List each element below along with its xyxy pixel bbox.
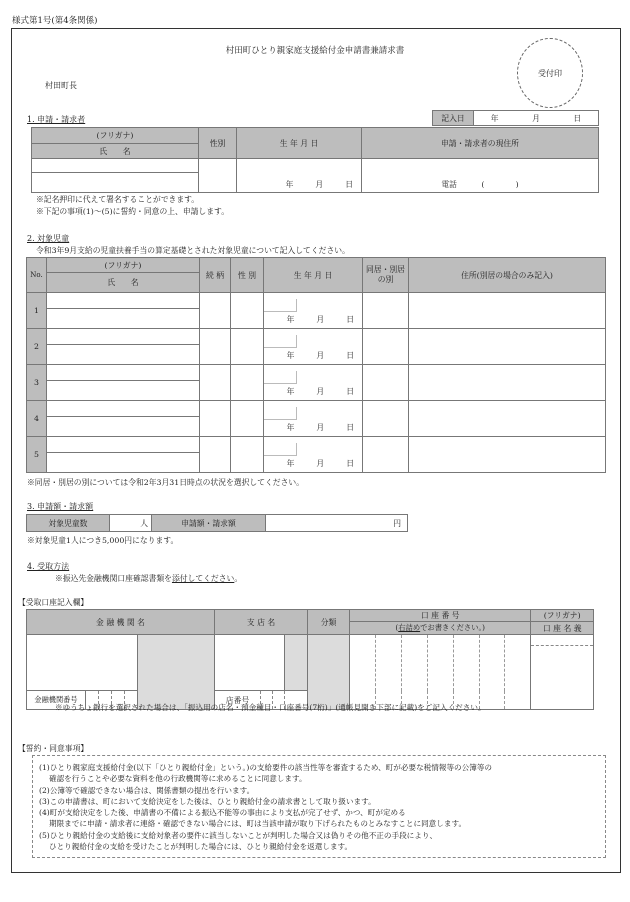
account-table <box>26 609 594 710</box>
month-label: 月 <box>315 180 324 189</box>
account-digit-6[interactable] <box>479 635 505 710</box>
account-digit-4[interactable] <box>427 635 453 710</box>
applicant-table <box>31 127 599 193</box>
child-furigana-input[interactable] <box>47 329 200 345</box>
era-bracket <box>264 299 297 312</box>
col-relation: 続 柄 <box>200 258 231 293</box>
child-address-input[interactable] <box>409 437 606 473</box>
child-row-number: 5 <box>27 437 47 473</box>
child-row <box>27 329 606 345</box>
day-label: 日 <box>346 351 354 360</box>
amount-label: 申請額・請求額 <box>152 515 266 532</box>
amount-unit: 円 <box>393 518 401 528</box>
agreement-line: (4)町が支給決定をした後、申請書の不備による振込不能等の事由により支払が完了せず、かつ、町が定める <box>39 808 406 818</box>
hint-prefix: ( <box>395 623 399 632</box>
type-header: 分類 <box>308 610 350 635</box>
month-label: 月 <box>316 387 325 396</box>
child-row-number: 1 <box>27 293 47 329</box>
year-label: 年 <box>285 180 294 189</box>
child-name-input[interactable] <box>47 381 200 401</box>
child-relation-input[interactable] <box>200 329 231 365</box>
agreement-line: (2)公簿等で確認できない場合は、関係書類の提出を行います。 <box>39 785 255 795</box>
child-row <box>27 401 606 417</box>
name-header: 氏 名 <box>32 144 199 159</box>
child-gender-input[interactable] <box>231 293 264 329</box>
month-label: 月 <box>316 351 325 360</box>
applicant-gender-input[interactable] <box>199 159 237 193</box>
child-address-input[interactable] <box>409 293 606 329</box>
col-gender: 性 別 <box>231 258 264 293</box>
children-unit: 人 <box>140 518 148 528</box>
account-digit-5[interactable] <box>453 635 479 710</box>
day-label: 日 <box>346 315 354 324</box>
col-furigana: (フリガナ) <box>47 258 200 273</box>
branch-code-label: 店番号 <box>215 691 261 710</box>
era-bracket <box>264 407 297 420</box>
agreement-heading: 【誓約・同意事項】 <box>18 744 89 753</box>
child-furigana-input[interactable] <box>47 401 200 417</box>
child-birthdate-input[interactable] <box>264 401 363 437</box>
branch-name-input[interactable] <box>215 635 285 691</box>
account-note: ※ゆうちょ銀行を選択された場合は、「振込用の店名・預金種目・口座番号(7桁)」(通帳見開き下部に記載)をご記入ください。 <box>55 703 486 712</box>
birthdate-header: 生 年 月 日 <box>237 128 362 159</box>
section2-heading: 2. 対象児童 <box>27 234 70 243</box>
child-name-input[interactable] <box>47 417 200 437</box>
child-address-input[interactable] <box>409 401 606 437</box>
bank-name-header: 金 融 機 関 名 <box>27 610 215 635</box>
agreement-box <box>32 755 606 858</box>
section1-note-2: ※下記の事項(1)～(5)に誓約・同意の上、申請します。 <box>36 207 229 216</box>
section2-description: 令和3年9月支給の児童扶養手当の算定基礎とされた対象児童について記入してください。 <box>36 246 350 255</box>
year-label: 年 <box>286 387 295 396</box>
child-furigana-input[interactable] <box>47 437 200 453</box>
bank-name-input[interactable] <box>27 635 138 691</box>
month-label: 月 <box>316 315 325 324</box>
year-label: 年 <box>286 423 295 432</box>
children-count-label: 対象児童数 <box>27 515 110 532</box>
child-name-input[interactable] <box>47 309 200 329</box>
applicant-furigana-input[interactable] <box>32 159 199 173</box>
account-digit-2[interactable] <box>375 635 401 710</box>
child-relation-input[interactable] <box>200 365 231 401</box>
year-label: 年 <box>286 351 295 360</box>
child-address-input[interactable] <box>409 365 606 401</box>
entry-date-label: 記入日 <box>433 111 474 126</box>
amount-table <box>26 514 408 532</box>
child-name-input[interactable] <box>47 345 200 365</box>
section2-note: ※同居・別居の別については令和2年3月31日時点の状況を選択してください。 <box>27 478 304 487</box>
branch-type-area <box>285 635 308 691</box>
holder-input[interactable] <box>531 635 594 710</box>
child-birthdate-input[interactable] <box>264 329 363 365</box>
phone-label: 電話 <box>441 180 457 189</box>
col-birthdate: 生 年 月 日 <box>264 258 363 293</box>
entry-date-table <box>432 110 599 126</box>
section3-heading: 3. 申請額・請求額 <box>27 502 94 511</box>
day-label: 日 <box>346 423 354 432</box>
account-no-hint <box>350 622 531 635</box>
form-title: 村田町ひとり親家庭支援給付金申請書兼請求書 <box>225 46 405 56</box>
year-label: 年 <box>286 459 295 468</box>
form-number: 様式第1号(第4条関係) <box>12 16 98 26</box>
section4-note-underlined: 添付してください <box>171 574 235 583</box>
gender-header: 性別 <box>199 128 237 159</box>
hint-underlined: 右詰め <box>398 623 421 632</box>
stamp-label: 受付印 <box>538 68 562 78</box>
reception-stamp-area <box>517 38 583 108</box>
agreement-line: (5)ひとり親給付金の支給後に支給対象者の要件に該当しないことが判明した場合又は偽りその他不正の手段により、 <box>39 830 438 840</box>
section4-note <box>55 573 242 584</box>
account-digit-3[interactable] <box>401 635 427 710</box>
era-bracket <box>264 371 297 384</box>
child-birthdate-input[interactable] <box>264 365 363 401</box>
children-table <box>26 257 606 473</box>
col-no: No. <box>27 258 47 293</box>
era-bracket <box>264 335 297 348</box>
branch-header: 支 店 名 <box>215 610 308 635</box>
holder-header: 口 座 名 義 <box>531 622 594 635</box>
child-cohabit-input[interactable] <box>363 437 409 473</box>
holder-furigana-header: (フリガナ) <box>531 610 594 622</box>
child-gender-input[interactable] <box>231 401 264 437</box>
col-address: 住所(別居の場合のみ記入) <box>409 258 606 293</box>
child-address-input[interactable] <box>409 329 606 365</box>
hint-suffix: でお書きください。) <box>420 623 486 632</box>
section4-heading: 4. 受取方法 <box>27 562 70 571</box>
child-cohabit-input[interactable] <box>363 293 409 329</box>
day-label: 日 <box>346 387 354 396</box>
agreement-line: 期限までに申請・請求者に連絡・確認できない場合には、町は当該申請が取り下げられたものとみなすことに同意します。 <box>49 819 467 829</box>
section4-note-suffix: 。 <box>234 574 243 583</box>
year-label: 年 <box>490 113 499 123</box>
child-row-number: 3 <box>27 365 47 401</box>
col-cohabit: 同居・別居の別 <box>363 258 409 293</box>
child-gender-input[interactable] <box>231 437 264 473</box>
child-birthdate-input[interactable] <box>264 437 363 473</box>
child-cohabit-input[interactable] <box>363 365 409 401</box>
applicant-birthdate-input[interactable] <box>237 159 362 193</box>
phone-input[interactable]: ( ) <box>481 180 519 189</box>
applicant-address-input[interactable] <box>362 159 599 193</box>
day-label: 日 <box>573 113 582 123</box>
child-furigana-input[interactable] <box>47 365 200 381</box>
child-cohabit-input[interactable] <box>363 329 409 365</box>
child-row <box>27 293 606 309</box>
account-type-input[interactable] <box>308 635 350 710</box>
holder-furigana-input[interactable] <box>531 635 593 646</box>
address-header: 申請・請求者の現住所 <box>362 128 599 159</box>
applicant-name-input[interactable] <box>32 173 199 193</box>
account-heading: 【受取口座記入欄】 <box>18 598 89 607</box>
account-no-header: 口 座 番 号 <box>350 610 531 622</box>
month-label: 月 <box>316 423 325 432</box>
child-relation-input[interactable] <box>200 401 231 437</box>
agreement-line: ひとり親給付金の支給を受けたことが判明した場合には、ひとり親給付金を返還します。 <box>49 842 353 852</box>
day-label: 日 <box>345 180 353 189</box>
section1-heading: 1. 申請・請求者 <box>27 115 86 124</box>
col-name: 氏 名 <box>47 273 200 293</box>
entry-date-field[interactable] <box>474 111 599 126</box>
agreement-line: (1)ひとり親家庭支援給付金(以下「ひとり親給付金」という。)の支給要件の該当性等を審査するため、町が必要な税情報等の公簿等の <box>39 763 493 772</box>
section4-note-prefix: ※振込先金融機関口座確認書類を <box>55 574 172 583</box>
child-name-input[interactable] <box>47 453 200 473</box>
amount-input[interactable] <box>266 515 408 532</box>
agreement-line: (3)この申請書は、町において支給決定をした後は、ひとり親給付金の請求書として取り扱います。 <box>39 796 376 806</box>
child-furigana-input[interactable] <box>47 293 200 309</box>
child-gender-input[interactable] <box>231 329 264 365</box>
agreement-line: 確認を行うことや必要な資料を他の行政機関等に求めることに同意します。 <box>49 774 307 784</box>
child-row <box>27 437 606 453</box>
account-digit-7[interactable] <box>505 635 531 710</box>
year-label: 年 <box>286 315 295 324</box>
month-label: 月 <box>316 459 325 468</box>
account-digit-1[interactable] <box>350 635 376 710</box>
child-relation-input[interactable] <box>200 293 231 329</box>
section3-note: ※対象児童1人につき5,000円になります。 <box>27 536 179 545</box>
section1-note-1: ※記名押印に代えて署名することができます。 <box>36 195 200 204</box>
child-relation-input[interactable] <box>200 437 231 473</box>
child-row-number: 4 <box>27 401 47 437</box>
child-gender-input[interactable] <box>231 365 264 401</box>
era-bracket <box>264 443 297 456</box>
child-row-number: 2 <box>27 329 47 365</box>
child-cohabit-input[interactable] <box>363 401 409 437</box>
bank-type-area <box>138 635 215 710</box>
child-row <box>27 365 606 381</box>
furigana-header: (フリガナ) <box>32 128 199 144</box>
bank-code-label: 金融機関番号 <box>27 691 86 710</box>
child-birthdate-input[interactable] <box>264 293 363 329</box>
day-label: 日 <box>346 459 354 468</box>
month-label: 月 <box>532 113 540 123</box>
children-count-input[interactable] <box>110 515 152 532</box>
addressee: 村田町長 <box>45 81 77 90</box>
